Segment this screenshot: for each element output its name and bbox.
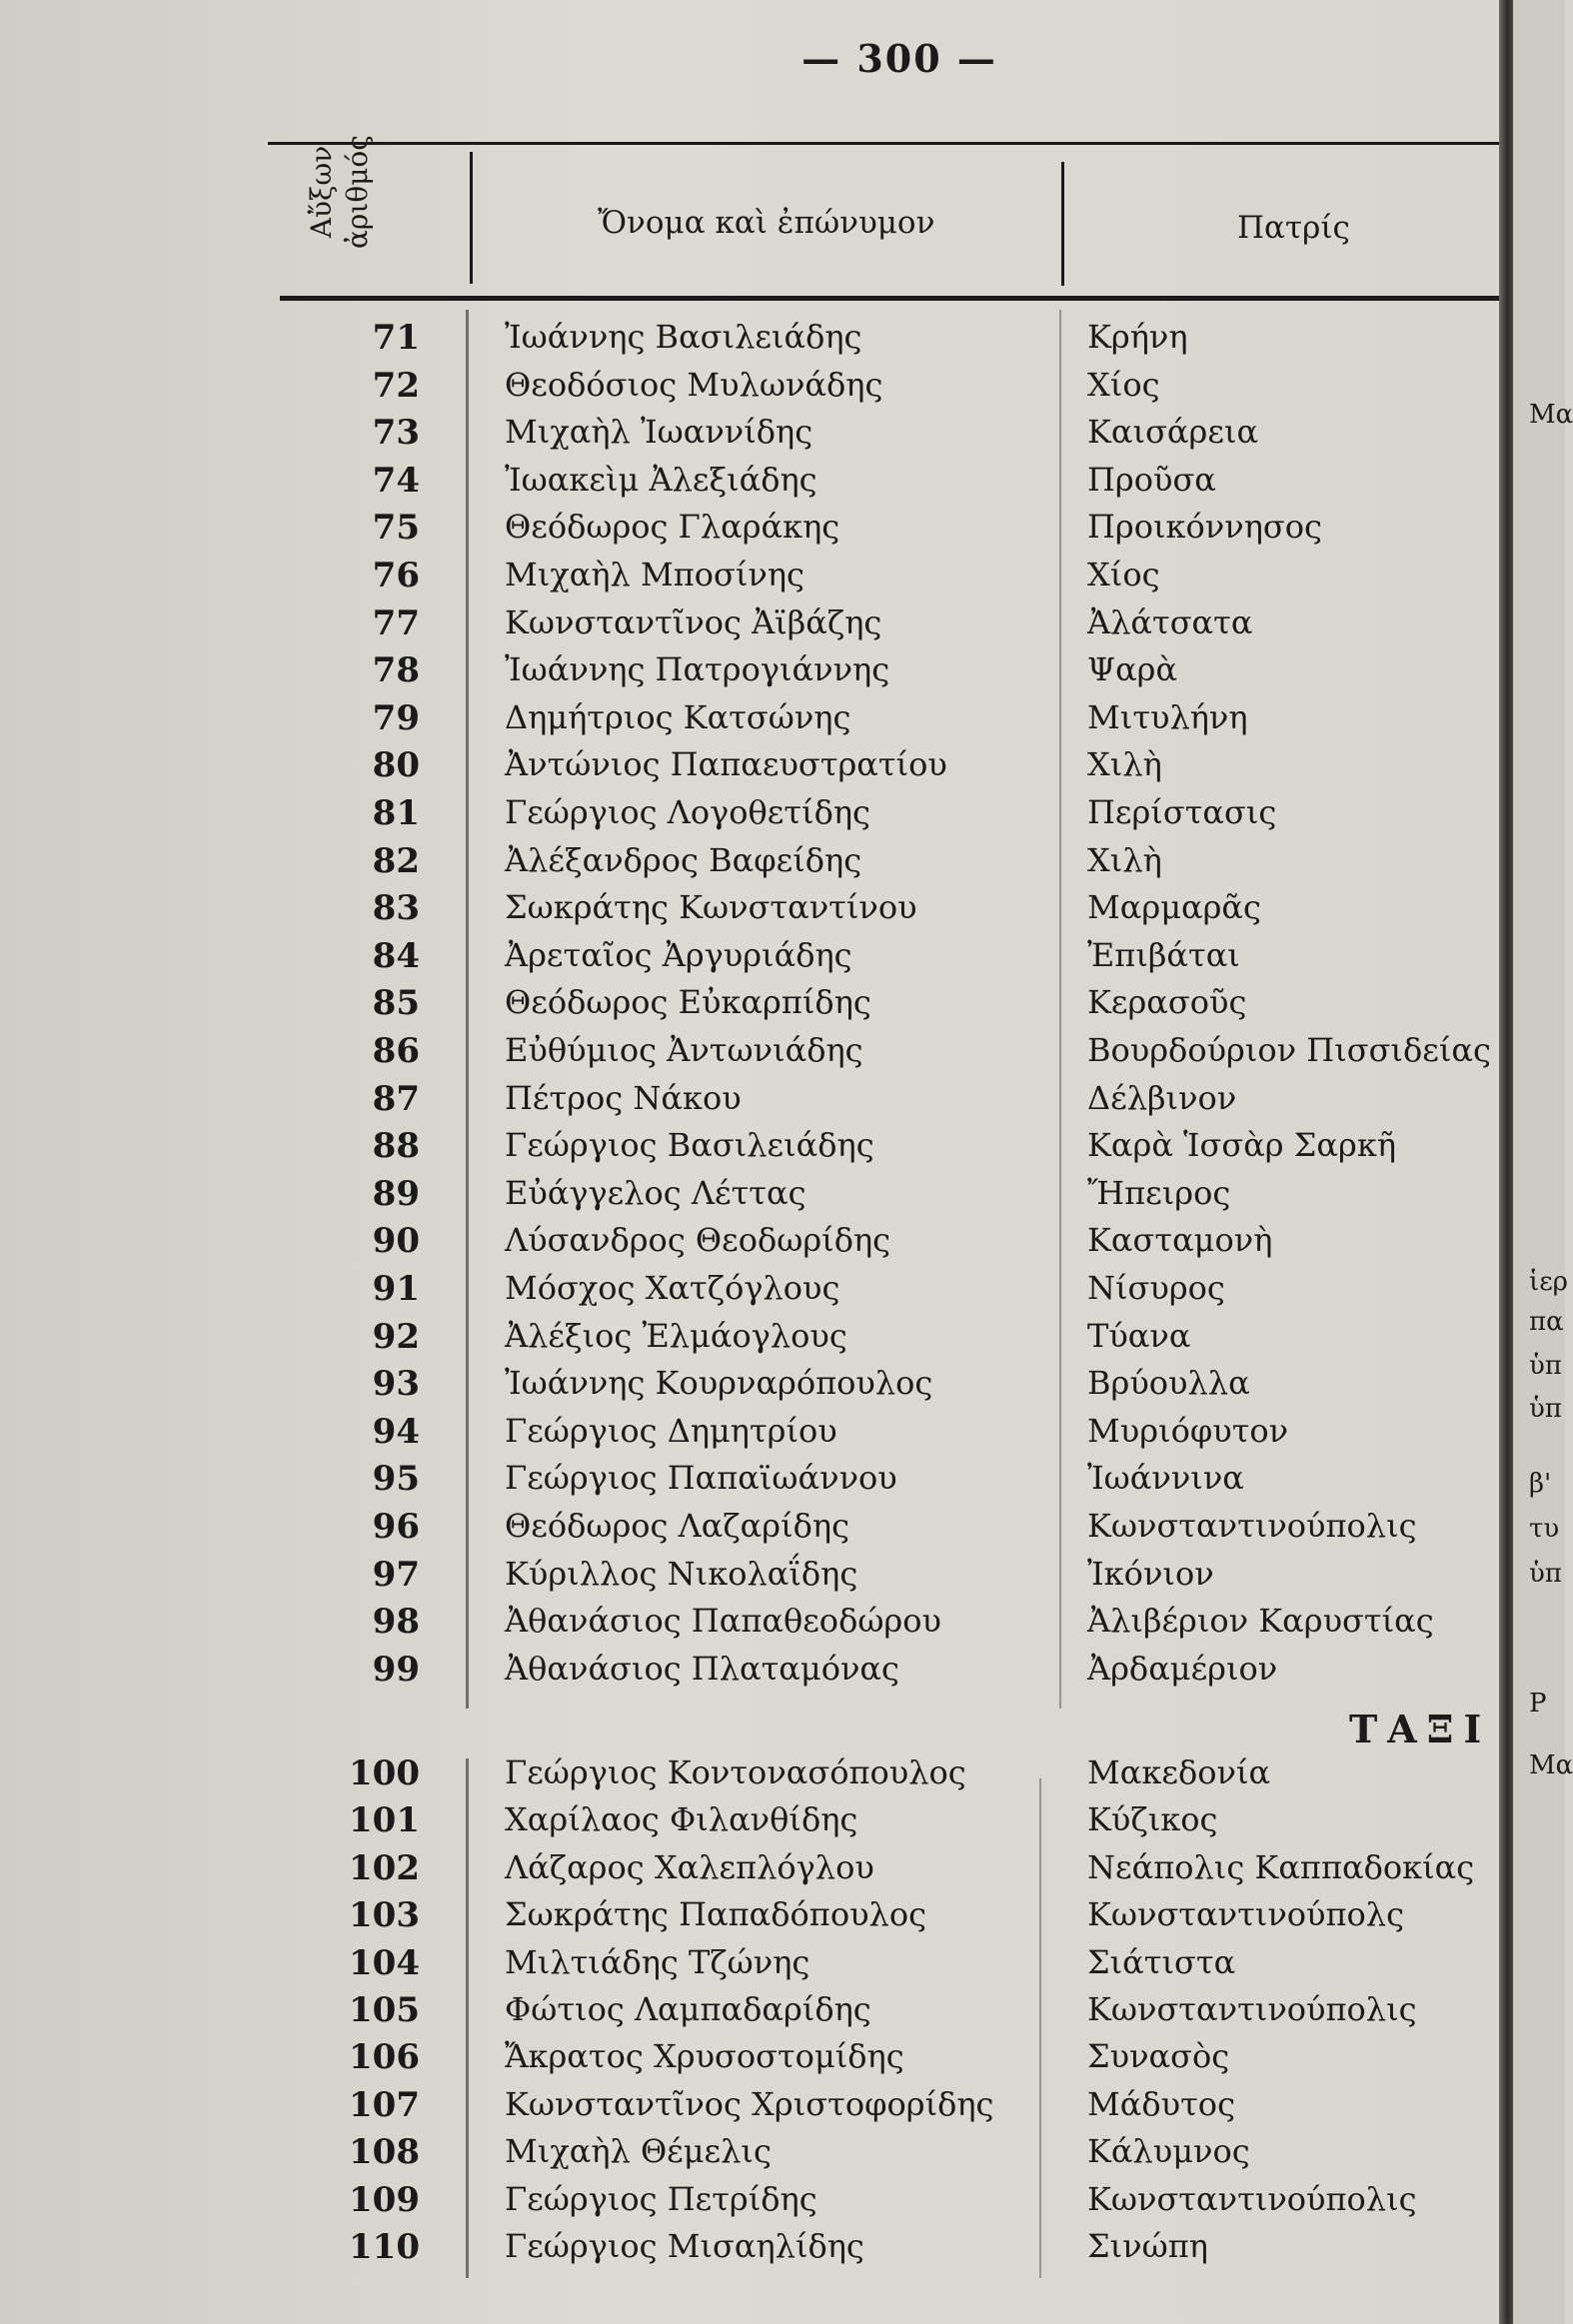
row-number: 108 [349,2132,420,2173]
row-homeland: Μακεδονία [1087,1753,1271,1791]
row-name: Κωνσταντῖνος Ἀϊβάζης [505,602,882,641]
row-name: Κύριλλος Νικολαΐδης [505,1554,858,1593]
row-homeland: Χίος [1087,365,1160,404]
row-number: 85 [372,983,420,1024]
table-row [0,1800,1499,1848]
row-number: 75 [372,508,420,549]
table-row [0,1650,1499,1698]
row-name: Ἀλέξιος Ἐλμάογλους [505,1316,847,1355]
page-number: — 300 — [801,36,997,81]
table-row [0,650,1499,698]
row-homeland: Κασταμονὴ [1087,1221,1273,1260]
table-row [0,745,1499,793]
row-number: 96 [372,1507,420,1547]
row-name: Κωνσταντῖνος Χριστοφορίδης [505,2084,994,2123]
row-number: 74 [372,460,420,501]
row-homeland: Σιάτιστα [1087,1942,1236,1981]
row-name: Εὐθύμιος Ἀντωνιάδης [505,1031,863,1069]
table-row [0,461,1499,509]
table-row [0,2227,1499,2275]
row-number: 87 [372,1078,420,1119]
facing-page-fragment: ὑπ [1529,1394,1562,1424]
table-row [0,1943,1499,1991]
table-row [0,508,1499,556]
row-homeland: Συνασὸς [1087,2037,1230,2076]
row-name: Πέτρος Νάκου [505,1078,742,1117]
row-homeland: Ἀρδαμέριον [1087,1649,1278,1688]
row-name: Θεοδόσιος Μυλωνάδης [505,365,883,404]
row-name: Μιχαὴλ Μποσίνης [505,556,804,593]
table-row [0,1848,1499,1896]
table-row [0,1079,1499,1127]
row-name: Δημήτριος Κατσώνης [505,697,851,736]
row-name: Λύσανδρος Θεοδωρίδης [505,1221,891,1260]
row-name: Χαρίλαος Φιλανθίδης [505,1800,858,1839]
row-number: 84 [372,935,420,976]
row-number: 90 [372,1221,420,1262]
row-name: Μιχαὴλ Θέμελις [505,2132,772,2171]
table-row [0,1317,1499,1365]
table-row [0,318,1499,366]
row-name: Μιλτιάδης Τζώνης [505,1942,810,1981]
row-name: Γεώργιος Παπαϊωάννου [505,1459,897,1498]
row-number: 98 [372,1602,420,1643]
row-number: 78 [372,650,420,691]
row-name: Εὐάγγελος Λέττας [505,1173,806,1212]
row-number: 76 [372,556,420,595]
row-homeland: Χιλὴ [1087,745,1162,784]
table-row [0,1753,1499,1801]
row-name: Γεώργιος Κοντονασόπουλος [505,1753,966,1791]
row-name: Μόσχος Χατζόγλους [505,1269,840,1307]
column-divider-1 [470,152,473,284]
table-row [0,2180,1499,2228]
table-row [0,2085,1499,2133]
row-number: 91 [372,1269,420,1309]
table-row [0,603,1499,651]
row-number: 94 [372,1411,420,1452]
row-number: 80 [372,745,420,786]
facing-page-fragment: τυ [1529,1514,1560,1544]
row-number: 107 [349,2084,420,2125]
row-name: Φώτιος Λαμπαδαρίδης [505,1990,871,2028]
row-number: 73 [372,413,420,454]
table-row [0,2037,1499,2085]
row-homeland: Προῦσα [1087,460,1216,499]
row-number: 105 [349,1990,420,2030]
row-homeland: Νεάπολις Καππαδοκίας [1087,1847,1475,1886]
table-row [0,1221,1499,1269]
row-homeland: Ἰκόνιον [1087,1554,1214,1593]
row-homeland: Μάδυτος [1087,2084,1235,2123]
facing-page-fragment: ὑπ [1529,1559,1562,1589]
row-name: Ἀθανάσιος Πλαταμόνας [505,1649,899,1688]
row-number: 86 [372,1031,420,1071]
facing-page-fragment: Ρ [1529,1689,1547,1719]
row-homeland: Κύζικος [1087,1800,1218,1839]
table-row [0,888,1499,936]
row-number: 77 [372,602,420,643]
row-homeland: Ἤπειρος [1087,1173,1231,1212]
row-homeland: Κερασοῦς [1087,983,1247,1022]
row-number: 99 [372,1649,420,1690]
row-number: 88 [372,1126,420,1167]
table-row [0,841,1499,889]
facing-page-fragment: ὑπ [1529,1351,1562,1381]
row-name: Σωκράτης Κωνσταντίνου [505,888,917,927]
row-number: 103 [349,1895,420,1936]
row-homeland: Ψαρὰ [1087,650,1178,689]
row-homeland: Κρήνη [1087,318,1188,356]
row-number: 102 [349,1847,420,1888]
row-name: Ἰωάννης Κουρναρόπουλος [505,1364,933,1403]
row-name: Ἀντώνιος Παπαευστρατίου [505,745,947,784]
row-homeland: Τύανα [1087,1316,1191,1355]
row-homeland: Κωνσταντινούπολς [1087,1895,1404,1934]
row-number: 81 [372,793,420,833]
facing-page-fragment: Μα [1529,1750,1573,1780]
row-name: Ἀρεταῖος Ἀργυριάδης [505,935,852,974]
table-row [0,936,1499,984]
row-number: 82 [372,840,420,881]
row-homeland: Κωνσταντινούπολις [1087,2179,1417,2218]
table-row [0,1269,1499,1317]
row-number: 106 [349,2037,420,2078]
table-row [0,1895,1499,1943]
table-row [0,1555,1499,1603]
table-row [0,698,1499,746]
row-name: Ἄκρατος Χρυσοστομίδης [505,2037,904,2076]
row-homeland: Ἀλάτσατα [1087,602,1253,641]
table-row [0,2132,1499,2180]
row-number: 93 [372,1364,420,1405]
row-number: 72 [372,365,420,406]
row-number: 110 [349,2227,420,2267]
table-row [0,413,1499,461]
row-homeland: Κωνσταντινούπολις [1087,1990,1417,2028]
row-number: 97 [372,1554,420,1595]
row-name: Ἰωάννης Πατρογιάννης [505,650,890,689]
table-row [0,366,1499,414]
row-name: Γεώργιος Δημητρίου [505,1411,837,1450]
row-number: 71 [372,318,420,358]
table-top-rule [268,142,1499,145]
header-serial-number: Αὔξων ἀριθμός [305,135,374,249]
row-homeland: Χιλὴ [1087,840,1162,879]
table-row [0,983,1499,1031]
facing-page-fragment: πα [1529,1307,1564,1337]
row-number: 89 [372,1173,420,1214]
table-row [0,1174,1499,1222]
table-row [0,1412,1499,1460]
table-row [0,793,1499,841]
row-homeland: Καρὰ Ἱσσὰρ Σαρκῆ [1087,1126,1396,1165]
row-name: Θεόδωρος Εὐκαρπίδης [505,983,871,1022]
row-homeland: Ἐπιβάται [1087,935,1240,974]
row-homeland: Καισάρεια [1087,413,1259,452]
table-row [0,1031,1499,1079]
facing-page-fragment: β' [1529,1469,1552,1499]
row-homeland: Σινώπη [1087,2227,1208,2265]
table-row [0,1990,1499,2038]
row-name: Ἀθανάσιος Παπαθεοδώρου [505,1602,941,1641]
table-row [0,1459,1499,1507]
book-gutter [1499,0,1513,2324]
table-row [0,1507,1499,1555]
row-number: 100 [349,1753,420,1793]
row-name: Θεόδωρος Λαζαρίδης [505,1507,849,1545]
row-homeland: Περίστασις [1087,793,1277,831]
row-homeland: Ἀλιβέριον Καρυστίας [1087,1602,1434,1641]
row-name: Θεόδωρος Γλαράκης [505,508,840,547]
row-homeland: Βουρδούριον Πισσιδείας [1087,1031,1491,1069]
facing-page-edge [1513,0,1573,2324]
header-homeland: Πατρίς [1237,210,1350,246]
row-homeland: Κάλυμνος [1087,2132,1250,2171]
row-homeland: Νίσυρος [1087,1269,1225,1307]
row-homeland: Κωνσταντινούπολις [1087,1507,1417,1545]
facing-page-fragment: ἱερ [1529,1267,1568,1297]
row-homeland: Ἰωάννινα [1087,1459,1244,1498]
row-number: 101 [349,1800,420,1841]
row-homeland: Βρύουλλα [1087,1364,1250,1403]
row-name: Γεώργιος Πετρίδης [505,2179,817,2218]
row-name: Λάζαρος Χαλεπλόγλου [505,1847,874,1886]
row-homeland: Μυριόφυτον [1087,1411,1289,1450]
column-divider-2 [1061,162,1064,286]
row-name: Ἰωακεὶμ Ἀλεξιάδης [505,460,817,499]
row-name: Ἀλέξανδρος Βαφείδης [505,840,862,879]
row-name: Σωκράτης Παπαδόπουλος [505,1895,927,1934]
header-bottom-rule [280,296,1499,301]
row-name: Γεώργιος Βασιλειάδης [505,1126,874,1165]
row-name: Γεώργιος Μισαηλίδης [505,2227,864,2265]
row-name: Γεώργιος Λογοθετίδης [505,793,870,831]
row-name: Μιχαὴλ Ἰωαννίδης [505,413,813,452]
row-homeland: Δέλβινον [1087,1078,1237,1117]
row-number: 104 [349,1942,420,1983]
row-name: Ἰωάννης Βασιλειάδης [505,318,862,356]
row-number: 92 [372,1316,420,1357]
table-row [0,556,1499,603]
row-homeland: Μιτυλήνη [1087,697,1248,736]
row-homeland: Μαρμαρᾶς [1087,888,1261,927]
row-number: 79 [372,697,420,738]
header-name: Ὄνομα καὶ ἐπώνυμον [598,205,935,241]
table-row [0,1364,1499,1412]
section-heading-fragment: ΤΑΞΙ [1349,1707,1492,1751]
row-homeland: Προικόννησος [1087,508,1322,547]
table-row [0,1602,1499,1650]
row-number: 83 [372,888,420,929]
facing-page-fragment: Μα [1529,400,1573,430]
row-homeland: Χίος [1087,556,1160,593]
row-number: 109 [349,2179,420,2220]
row-number: 95 [372,1459,420,1500]
table-row [0,1126,1499,1174]
